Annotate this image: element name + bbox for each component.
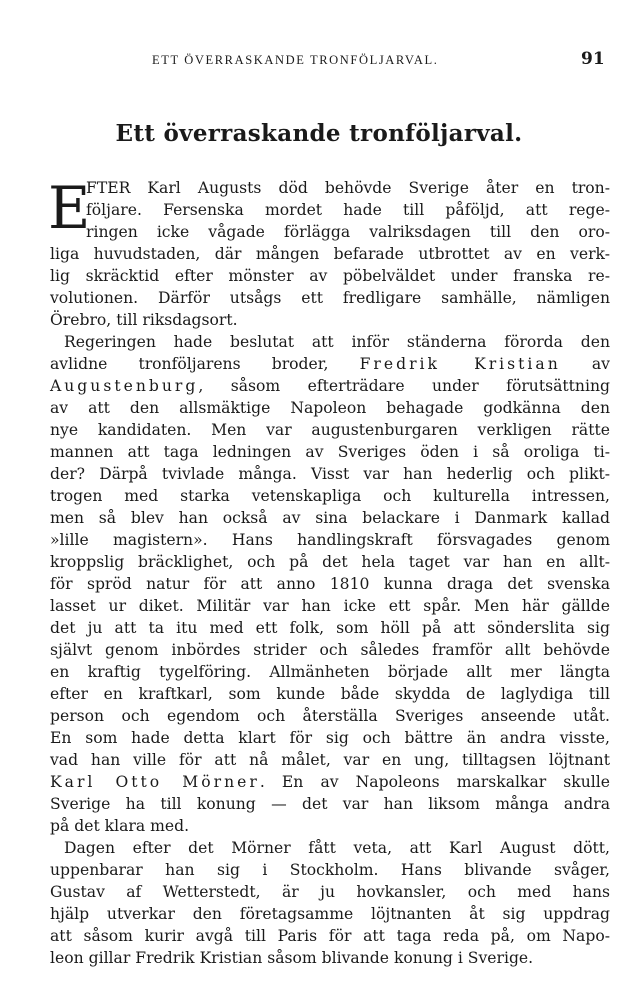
text-line [50, 661, 610, 683]
text-segment: hjälp utverkar den företagsamme löjtnanten åt sig uppdrag [50, 905, 610, 923]
text-line [50, 529, 610, 551]
text-segment: av [560, 355, 610, 373]
text-segment: der? Därpå tvivlade många. Visst var han hederlig och plikt- [50, 465, 610, 483]
text-segment: att såsom kurir avgå till Paris för att taga reda på, om Napo- [50, 927, 610, 945]
text-segment: följare. Fersenska mordet hade till påföljd, att rege- [86, 201, 610, 219]
text-segment: . En av Napoleons marskalkar skulle [259, 773, 610, 791]
text-line [50, 837, 610, 859]
text-segment: , såsom efterträdare under förutsättning [198, 377, 610, 395]
running-header [0, 50, 638, 72]
text-segment: vad han ville för att nå målet, var en ung, tilltagsen löjtnant [50, 751, 610, 769]
text-segment: av att den allsmäktige Napoleon behagade godkänna den [50, 399, 610, 417]
chapter-title: Ett överraskande tronföljarval. [115, 120, 523, 147]
text-segment: lig skräcktid efter mönster av pöbelväldet under franska re- [50, 267, 610, 285]
body-text [48, 174, 610, 969]
text-segment: Regeringen hade beslutat att inför ständerna förorda den [64, 333, 610, 351]
text-line [50, 221, 610, 243]
text-line [50, 441, 610, 463]
text-segment: efter en kraftkarl, som kunde både skydda de laglydiga till [50, 685, 610, 703]
text-segment: FTER Karl Augusts död behövde Sverige åter en tron- [86, 179, 610, 197]
text-segment: Gustav af Wetterstedt, är ju hovkansler, och med hans [50, 883, 610, 901]
text-line [50, 243, 610, 265]
text-segment: men så blev han också av sina belackare i Danmark kallad [50, 509, 610, 527]
text-segment: det ju att ta itu med ett folk, som höll på att sönderslita sig [50, 619, 610, 637]
text-line [50, 419, 610, 441]
spaced-name: Augustenburg [50, 377, 199, 395]
text-line [50, 727, 610, 749]
text-segment: en kraftig tygelföring. Allmänheten började allt mer längta [50, 663, 610, 681]
text-line [50, 397, 610, 419]
text-line [50, 925, 610, 947]
text-line [50, 705, 610, 727]
spaced-name: Karl Otto Mörner [50, 773, 260, 791]
text-segment: leon gillar Fredrik Kristian såsom blivande konung i Sverige. [50, 949, 534, 967]
text-line [50, 199, 610, 221]
drop-cap-initial: E [48, 174, 91, 242]
text-line [50, 353, 610, 375]
text-segment: avlidne tronföljarens broder, [50, 355, 360, 373]
text-line [50, 749, 610, 771]
text-line [50, 815, 610, 837]
text-segment: lasset ur diket. Militär var han icke ett spår. Men här gällde [50, 597, 610, 615]
text-line [50, 177, 610, 199]
text-line [50, 375, 610, 397]
text-line [50, 903, 610, 925]
text-line [50, 507, 610, 529]
text-line [50, 617, 610, 639]
text-segment: volutionen. Därför utsågs ett fredligare samhälle, nämligen [50, 289, 610, 307]
text-line [50, 463, 610, 485]
text-segment: Sverige ha till konung — det var han liksom många andra [50, 795, 610, 813]
text-line [50, 793, 610, 815]
text-segment: nye kandidaten. Men var augustenburgaren verkligen rätte [50, 421, 610, 439]
text-line [50, 485, 610, 507]
text-line [50, 881, 610, 903]
text-segment: liga huvudstaden, där mången befarade utbrottet av en verk- [50, 245, 610, 263]
text-segment: »lille magistern». Hans handlingskraft försvagades genom [50, 531, 610, 549]
text-line [50, 551, 610, 573]
text-segment: trogen med starka vetenskapliga och kulturella intressen, [50, 487, 610, 505]
text-line [50, 595, 610, 617]
text-segment: självt genom inbördes strider och således framför allt behövde [50, 641, 610, 659]
text-line [50, 265, 610, 287]
text-segment: kroppslig bräcklighet, och på det hela taget var han en allt- [50, 553, 610, 571]
text-segment: på det klara med. [50, 817, 190, 835]
spaced-name: Fredrik Kristian [359, 355, 561, 373]
text-line [50, 947, 610, 969]
text-segment: mannen att taga ledningen av Sveriges öden i så oroliga ti- [50, 443, 610, 461]
page-number: 91 [581, 49, 605, 69]
text-line [50, 309, 610, 331]
text-line [50, 331, 610, 353]
text-segment: uppenbarar han sig i Stockholm. Hans blivande svåger, [50, 861, 610, 879]
text-segment: för spröd natur för att anno 1810 kunna draga det svenska [50, 575, 610, 593]
text-segment: Dagen efter det Mörner fått veta, att Karl August dött, [64, 839, 610, 857]
text-line [50, 859, 610, 881]
text-line [50, 573, 610, 595]
text-line [50, 771, 610, 793]
text-segment: person och egendom och återställa Sveriges anseende utåt. [50, 707, 610, 725]
text-segment: Örebro, till riksdagsort. [50, 311, 238, 329]
text-segment: En som hade detta klart för sig och bättre än andra visste, [50, 729, 610, 747]
text-line [50, 683, 610, 705]
text-segment: ringen icke vågade förlägga valriksdagen till den oro- [86, 223, 610, 241]
running-title: ETT ÖVERRASKANDE TRONFÖLJARVAL. [152, 53, 439, 67]
text-line [50, 639, 610, 661]
text-line [50, 287, 610, 309]
